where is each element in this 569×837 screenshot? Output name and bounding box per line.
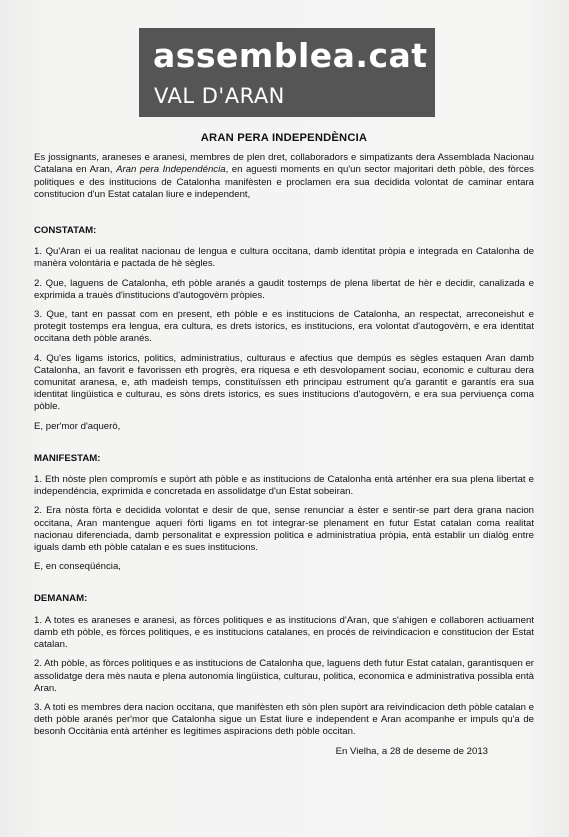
intro-text-start: Es jossignants, araneses e aranesi, membres de plen dret, collaboradors e simpatizants dera Assemblada Nacionau Catalana en Aran,: [34, 152, 534, 176]
demanam-item-1: 1. A totes es araneses e aranesi, as fòrces politiques e as institucions d'Aran, que s'ahigen e collaboren actiuament damb eth pòble, es fòrces politiques, e es institucions catalanes, en procés de reivindicacion e constitucion der Estat catalan.: [34, 614, 534, 651]
manifestam-item-2: 2. Era nòsta fòrta e decidida volontat e desir de que, sense renunciar a èster e sentir-se part dera grana nacion occitana, Aran mantengue aqueri fòrti ligams en tot integrar-se plenament en futur Estat catalan coma realitat nacionau diferenciada, damb personalitat e expression politica e administratiua pròpia, entà establir un dialòg entre iguals damb eth pòble catalan e es sues institucions.: [34, 505, 534, 554]
spacer: [34, 573, 534, 593]
logo-sub-text: VAL D'ARAN: [154, 84, 285, 108]
spacer: [34, 606, 534, 615]
spacer: [34, 237, 534, 246]
document-body: [34, 132, 534, 758]
intro-paragraph: [34, 152, 534, 201]
intro-text-end: , en aguesti moments en qu'un sector majoritari deth pòble, des fòrces politiques e des institucions de Catalonha manifèsten e proclamen era sua decidida volontat de caminar entara constitucion d'un Estat catalan liure e independent,: [34, 164, 534, 200]
spacer: [34, 201, 534, 225]
constatam-item-4: 4. Qu'es ligams istorics, politics, administratius, culturaus e afectius que dempús es sègles estaquen Aran damb Catalonha, an favorit e favorissen eth progrès, era riquesa e eth desvolopament sociau, economic e culturau dera comunitat aranesa, e, ath madeish temps, constituïssen eth principau estrument qu'a garantit e garantís era sua identitat lingüistica e culturau, es sòns drets istorics, es sues institucions d'autogovèrn, e era sua perviuença coma pòble.: [34, 352, 534, 413]
spacer: [34, 433, 534, 453]
demanam-heading: DEMANAM:: [34, 593, 88, 605]
demanam-item-3: 3. A toti es membres dera nacion occitana, que manifèsten eth sòn plen supòrt ara reivindicacion deth pòble catalan e deth pòble aranés per'mor que Catalonha sigue un Estat liure e independent e Aran acompanhe er impuls qu'a de besonh Occitània entà arténher es legitimes aspiracions deth pòble occitan.: [34, 701, 534, 738]
assemblea-logo: [139, 28, 435, 117]
place-date-signature: En Vielha, a 28 de deseme de 2013: [335, 745, 488, 757]
constatam-item-2: 2. Que, laguens de Catalonha, eth pòble aranés a gaudit tostemps de plena libertat de hèr e decidir, canalizada e exprimida a trauès d'institucions d'autogovèrn pròpies.: [34, 277, 534, 301]
manifestam-heading: MANIFESTAM:: [34, 452, 101, 464]
manifestam-item-1: 1. Eth nòste plen compromís e supòrt ath pòble e as institucions de Catalonha entà arténher era sua plena libertat e independéncia, exprimida e concretada en assolidatge d'un Estat sobeiran.: [34, 474, 534, 498]
constatam-heading: CONSTATAM:: [34, 225, 97, 237]
constatam-item-1: 1. Qu'Aran ei ua realitat nacionau de lengua e cultura occitana, damb identitat pròpia e integrada en Catalonha de manèra volontària e pactada de hè sègles.: [34, 246, 534, 270]
manifestam-signoff: E, en conseqüéncia,: [34, 561, 121, 573]
constatam-item-3: 3. Que, tant en passat com en present, eth pòble e es institucions de Catalonha, an respectat, arreconeishut e protegit tostemps era lengua, era cultura, es drets istorics, es institucions, era volontat d'autogovèrn, e era identitat occitana deth pòble aranés.: [34, 309, 534, 345]
logo-main-text: assemblea.cat: [153, 36, 428, 75]
spacer: [34, 465, 534, 474]
document-title: ARAN PERA INDEPENDÈNCIA: [200, 132, 368, 144]
intro-italic-title: Aran pera Independéncia: [116, 164, 226, 176]
demanam-item-2: 2. Ath pòble, as fòrces politiques e as institucions de Catalonha que, laguens deth futur Estat catalan, garantisquen er assolidatge dera mès nauta e plena autonomia lingüistica, culturau, politica, economica e administrativa possibla entà Aran.: [34, 658, 534, 694]
constatam-signoff: E, per'mor d'aquerò,: [34, 420, 121, 432]
